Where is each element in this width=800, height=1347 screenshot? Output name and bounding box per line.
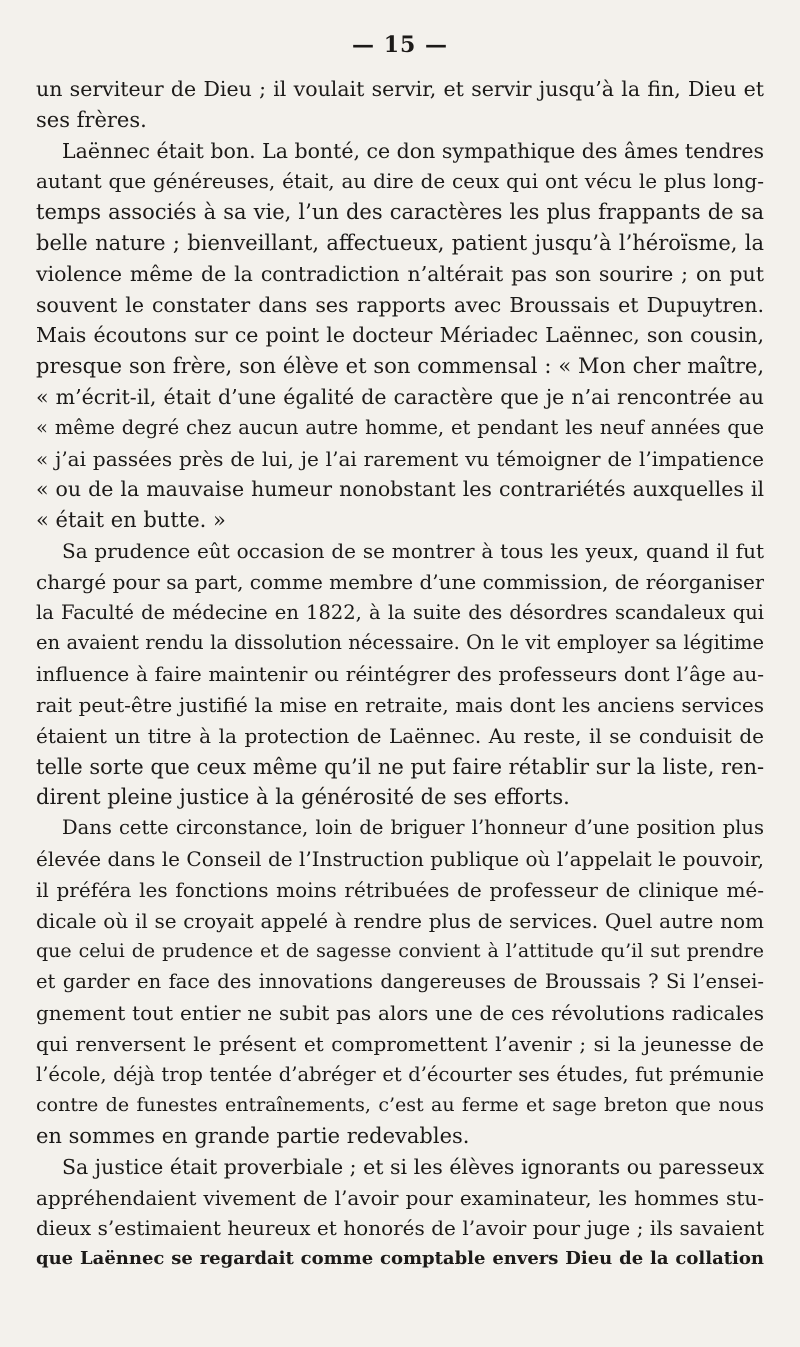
text-line: que Laënnec se regardait comme comptable envers Dieu de la collation — [36, 1248, 764, 1270]
text-line: que celui de prudence et de sagesse convient à l’attitude qu’il sut prendre — [36, 940, 764, 963]
text-line: dicale où il se croyait appelé à rendre plus de services. Quel autre nom — [36, 908, 764, 933]
text-line: « ou de la mauvaise humeur nonobstant les contrariétés auxquelles il — [36, 477, 764, 502]
text-line: « même degré chez aucun autre homme, et pendant les neuf années que — [36, 415, 764, 439]
text-line: ses frères. — [36, 107, 147, 132]
text-line: chargé pour sa part, comme membre d’une commission, de réorganiser — [36, 569, 764, 594]
text-line: Laënnec était bon. La bonté, ce don sympathique des âmes tendres — [62, 138, 764, 163]
text-line: un serviteur de Dieu ; il voulait servir, et servir jusqu’à la fin, Dieu et — [36, 77, 764, 101]
text-line: influence à faire maintenir ou réintégrer des professeurs dont l’âge au- — [36, 662, 764, 687]
body-text — [36, 74, 764, 1275]
text-line: presque son frère, son élève et son commensal : « Mon cher maître, — [36, 354, 764, 379]
text-line: l’école, déjà trop tentée d’abréger et d’écourter ses études, fut prémunie — [36, 1062, 764, 1086]
text-line: temps associés à sa vie, l’un des caractères les plus frappants de sa — [36, 200, 764, 225]
text-line: « j’ai passées près de lui, je l’ai rarement vu témoigner de l’impatience — [36, 446, 764, 471]
text-line: rait peut-être justifié la mise en retraite, mais dont les anciens services — [36, 692, 764, 717]
text-line: violence même de la contradiction n’altérait pas son sourire ; on put — [36, 261, 764, 286]
text-line: élevée dans le Conseil de l’Instruction publique où l’appelait le pouvoir, — [36, 846, 764, 871]
text-line: belle nature ; bienveillant, affectueux, patient jusqu’à l’héroïsme, la — [36, 230, 764, 255]
text-line: dirent pleine justice à la générosité de ses efforts. — [36, 785, 570, 810]
text-line: Sa justice était proverbiale ; et si les élèves ignorants ou paresseux — [62, 1154, 764, 1179]
text-line: appréhendaient vivement de l’avoir pour examinateur, les hommes stu- — [36, 1185, 764, 1210]
text-line: étaient un titre à la protection de Laënnec. Au reste, il se conduisit de — [36, 723, 764, 748]
text-line: telle sorte que ceux même qu’il ne put faire rétablir sur la liste, ren- — [36, 754, 764, 779]
text-line: et garder en face des innovations dangereuses de Broussais ? Si l’ensei- — [36, 970, 764, 994]
page-number: — 15 — — [352, 32, 448, 58]
text-line: souvent le constater dans ses rapports avec Broussais et Dupuytren. — [36, 292, 764, 317]
text-line: autant que généreuses, était, au dire de ceux qui ont vécu le plus long- — [36, 169, 764, 194]
text-line: la Faculté de médecine en 1822, à la suite des désordres scandaleux qui — [36, 600, 764, 624]
text-line: contre de funestes entraînements, c’est au ferme et sage breton que nous — [36, 1094, 764, 1117]
text-line: « était en butte. » — [36, 508, 226, 533]
text-line: « m’écrit-il, était d’une égalité de caractère que je n’ai rencontrée au — [36, 384, 764, 409]
text-line: dieux s’estimaient heureux et honorés de l’avoir pour juge ; ils savaient — [36, 1216, 764, 1241]
text-line: il préféra les fonctions moins rétribuées de professeur de clinique mé- — [36, 877, 764, 902]
text-line: gnement tout entier ne subit pas alors une de ces révolutions radicales — [36, 1000, 764, 1025]
text-line: Mais écoutons sur ce point le docteur Mériadec Laënnec, son cousin, — [36, 323, 764, 348]
text-line: Dans cette circonstance, loin de briguer l’honneur d’une position plus — [62, 816, 764, 840]
text-line: qui renversent le présent et compromettent l’avenir ; si la jeunesse de — [36, 1031, 764, 1056]
text-line: Sa prudence eût occasion de se montrer à tous les yeux, quand il fut — [62, 538, 764, 563]
text-line: en avaient rendu la dissolution nécessaire. On le vit employer sa légitime — [36, 631, 764, 655]
text-line: en sommes en grande partie redevables. — [36, 1124, 470, 1149]
